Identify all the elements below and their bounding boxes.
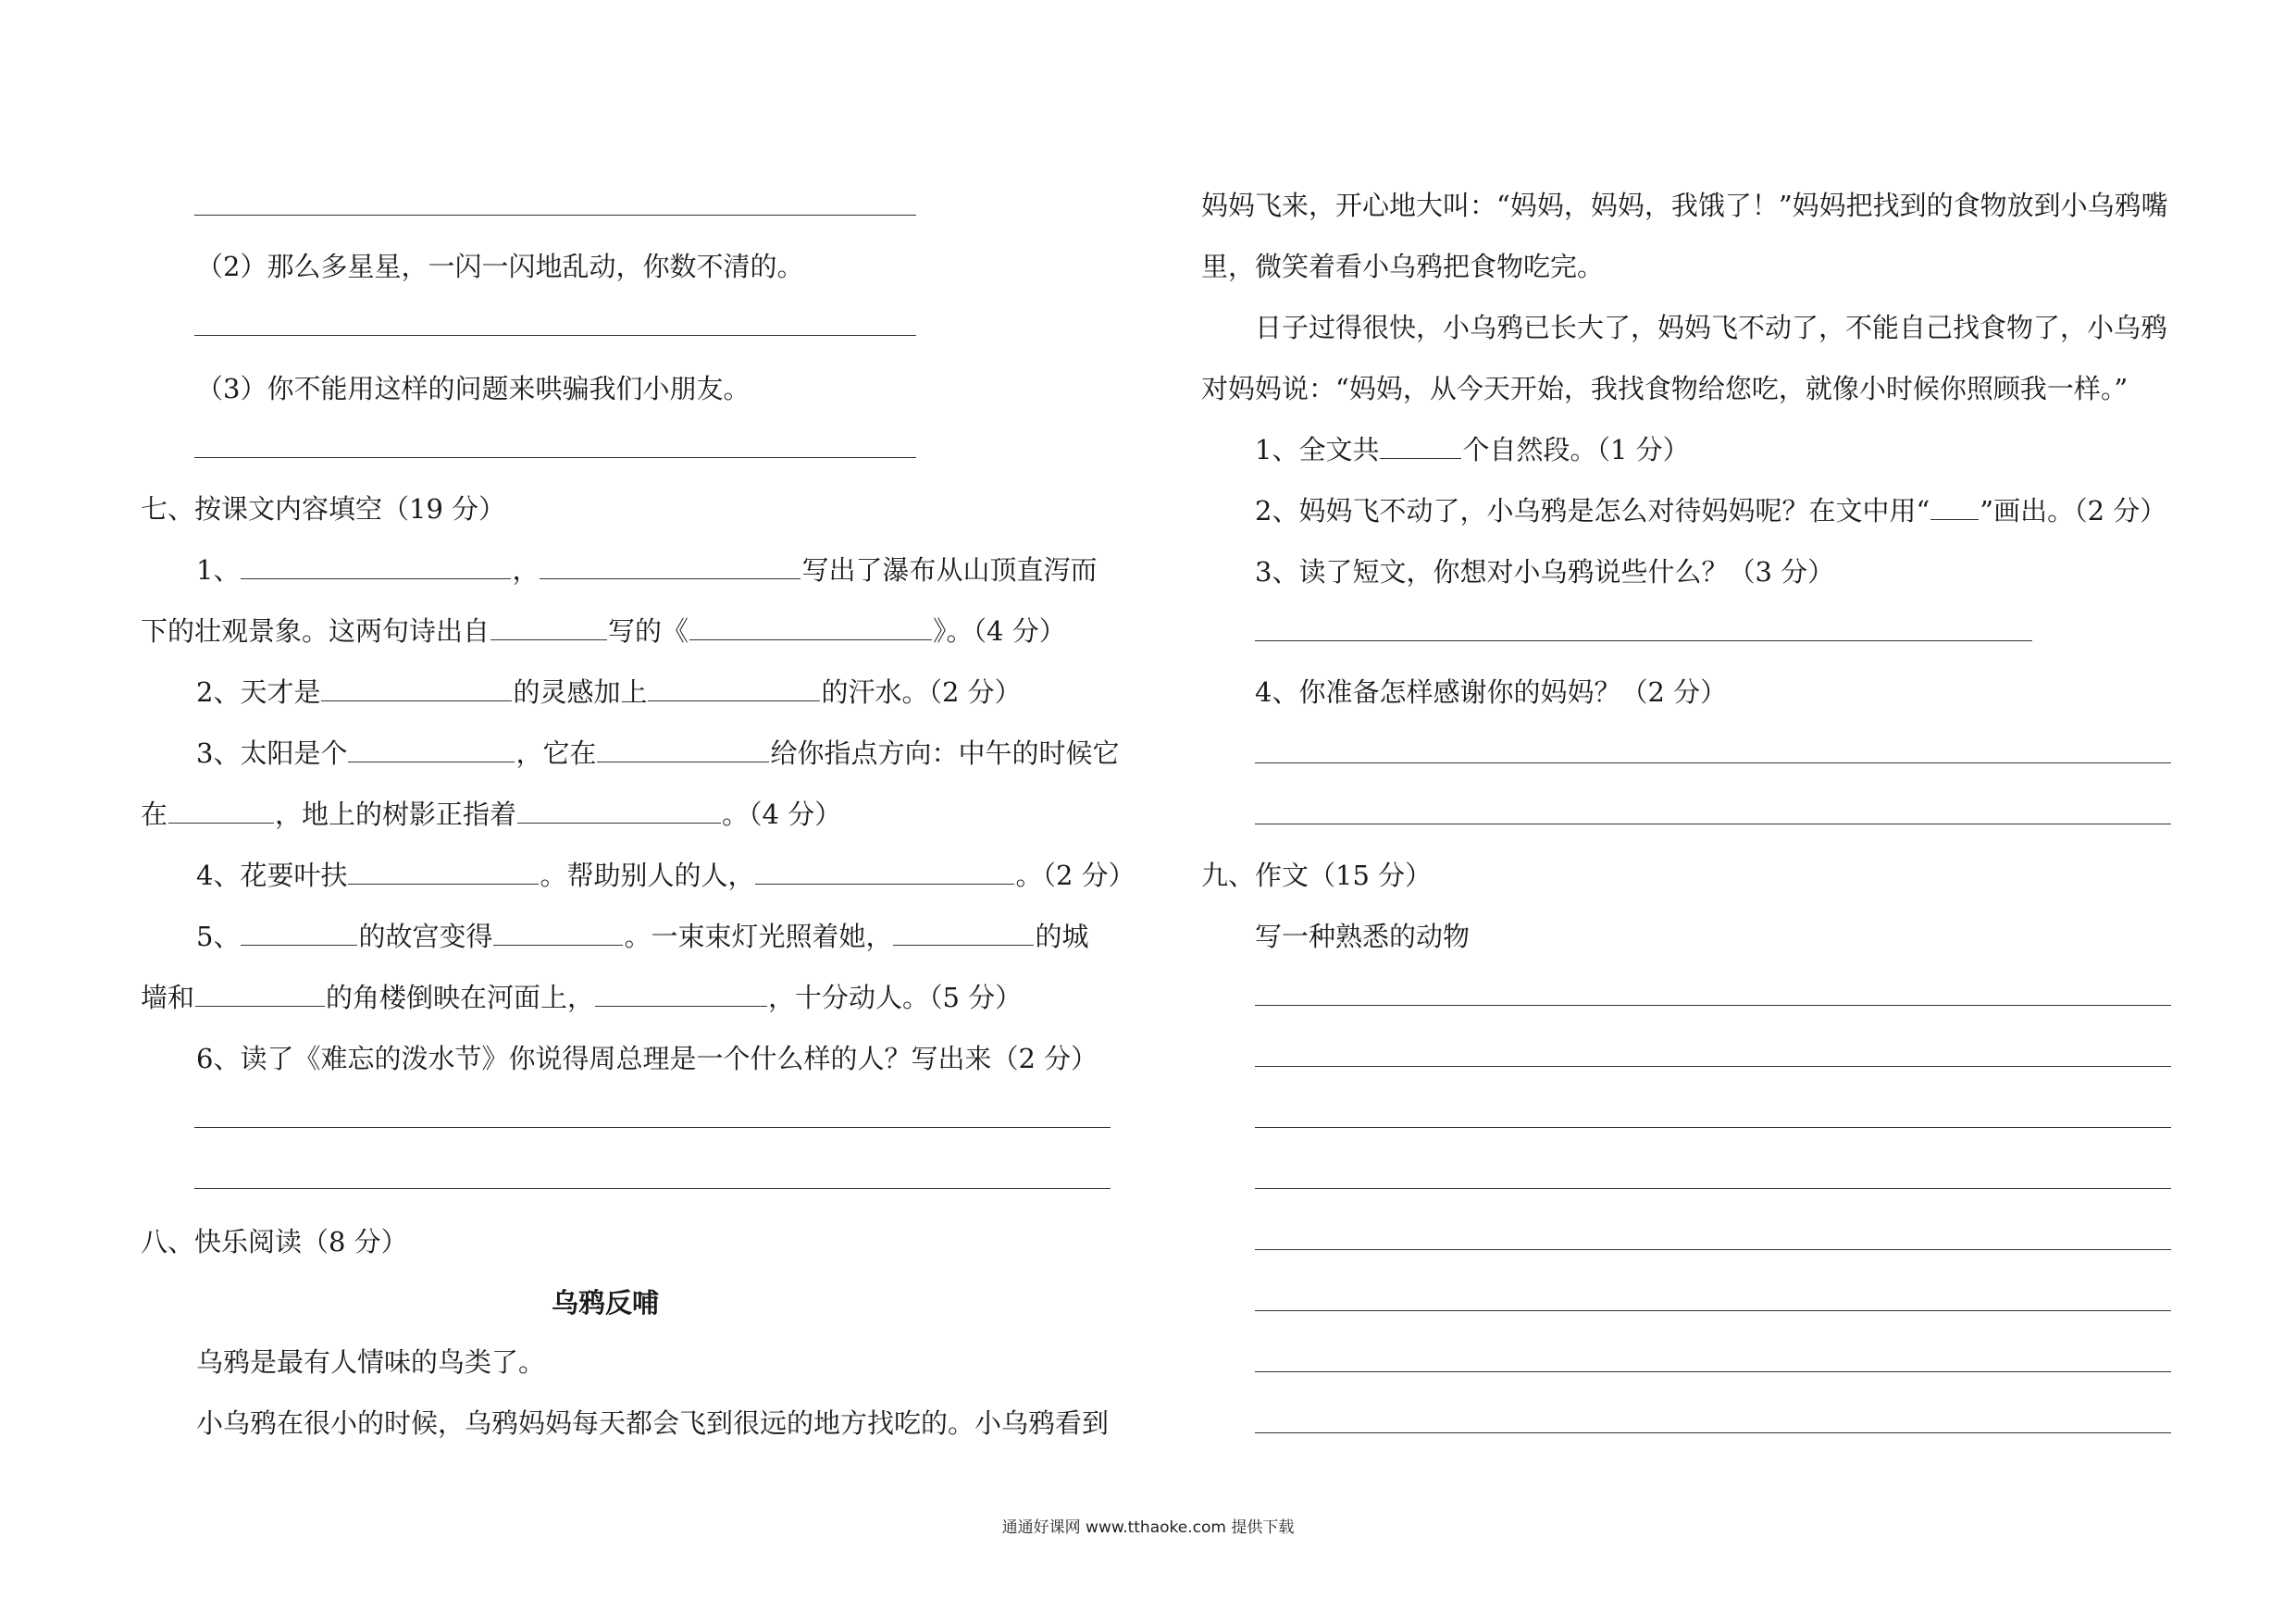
q7-4 xyxy=(196,857,1136,894)
q8-2 xyxy=(1255,492,2166,529)
text: 2、天才是 xyxy=(196,676,321,708)
blank xyxy=(755,861,1014,885)
blank xyxy=(648,678,820,701)
blank xyxy=(195,984,325,1007)
text: 写的《 xyxy=(608,615,689,647)
text: ”画出。（2 分） xyxy=(1980,495,2167,527)
blank xyxy=(595,984,767,1007)
story-paragraph-1: 乌鸦是最有人情味的鸟类了。 xyxy=(196,1346,546,1378)
story-paragraph-2-end: 里，微笑着看小乌鸦把食物吃完。 xyxy=(1201,251,1605,282)
text: 个自然段。（1 分） xyxy=(1462,434,1690,465)
story-paragraph-3: 日子过得很快，小乌鸦已长大了，妈妈飞不动了，不能自己找食物了，小乌鸦 xyxy=(1255,312,2168,343)
text: 》。（4 分） xyxy=(933,615,1066,647)
essay-line xyxy=(1255,1066,2171,1067)
text: 。帮助别人的人， xyxy=(540,860,755,891)
q7-1-line1 xyxy=(196,551,1097,588)
q7-2 xyxy=(196,674,1022,711)
section-9-title: 九、作文（15 分） xyxy=(1201,860,1433,891)
text: 的角楼倒映在河面上， xyxy=(326,982,595,1013)
blank xyxy=(893,923,1034,946)
q7-5-line2 xyxy=(141,979,1022,1016)
q8-4: 4、你准备怎样感谢你的妈妈？（2 分） xyxy=(1255,676,1728,708)
text: 给你指点方向：中午的时候它 xyxy=(770,737,1120,769)
story-paragraph-2-cont: 妈妈飞来，开心地大叫：“妈妈，妈妈，我饿了！”妈妈把找到的食物放到小乌鸦嘴 xyxy=(1201,190,2168,221)
text: 的城 xyxy=(1035,921,1089,952)
q7-3-line1 xyxy=(196,735,1119,772)
blank xyxy=(348,861,539,885)
text: 。（4 分） xyxy=(722,799,842,830)
text: 。（2 分） xyxy=(1015,860,1136,891)
essay-topic: 写一种熟悉的动物 xyxy=(1255,921,1471,952)
text: ，它在 xyxy=(515,737,597,769)
answer-line xyxy=(1255,640,2032,641)
q8-1 xyxy=(1255,431,1690,468)
answer-line xyxy=(194,215,916,216)
text: 。一束束灯光照着她， xyxy=(624,921,893,952)
essay-line xyxy=(1255,1005,2171,1006)
text: 1、全文共 xyxy=(1255,434,1380,465)
section-7-title: 七、按课文内容填空（19 分） xyxy=(141,493,506,525)
q8-3: 3、读了短文，你想对小乌鸦说些什么？（3 分） xyxy=(1255,556,1835,588)
blank xyxy=(1380,436,1461,459)
blank xyxy=(597,739,769,762)
answer-line xyxy=(194,457,916,458)
text: 下的壮观景象。这两句诗出自 xyxy=(141,615,490,647)
section-8-title: 八、快乐阅读（8 分） xyxy=(141,1226,408,1258)
story-title: 乌鸦反哺 xyxy=(552,1287,660,1319)
text: 的汗水。（2 分） xyxy=(821,676,1022,708)
answer-line xyxy=(194,1188,1111,1189)
text: 的故宫变得 xyxy=(358,921,493,952)
essay-line xyxy=(1255,1432,2171,1433)
question-6-2: （2）那么多星星，一闪一闪地乱动，你数不清的。 xyxy=(196,251,804,282)
text: 的灵感加上 xyxy=(513,676,648,708)
text: ，十分动人。（5 分） xyxy=(768,982,1023,1013)
blank xyxy=(321,678,512,701)
essay-line xyxy=(1255,1371,2171,1372)
text: 3、太阳是个 xyxy=(196,737,348,769)
text: 在 xyxy=(141,799,168,830)
answer-line xyxy=(1255,762,2171,763)
page-footer: 通通好课网 www.tthaoke.com 提供下载 xyxy=(1001,1518,1295,1537)
text: ， xyxy=(512,554,540,586)
blank xyxy=(241,556,511,579)
answer-line xyxy=(194,335,916,336)
story-paragraph-2: 小乌鸦在很小的时候，乌鸦妈妈每天都会飞到很远的地方找吃的。小乌鸦看到 xyxy=(196,1407,1110,1439)
answer-line xyxy=(194,1127,1111,1128)
blank xyxy=(1930,497,1979,520)
text: ，地上的树影正指着 xyxy=(275,799,517,830)
blank xyxy=(517,800,721,824)
question-6-3: （3）你不能用这样的问题来哄骗我们小朋友。 xyxy=(196,373,751,404)
q7-6: 6、读了《难忘的泼水节》你说得周总理是一个什么样的人？写出来（2 分） xyxy=(196,1043,1098,1074)
blank xyxy=(241,923,357,946)
essay-line xyxy=(1255,1249,2171,1250)
q7-5-line1 xyxy=(196,918,1089,955)
text: 5、 xyxy=(196,921,241,952)
blank xyxy=(540,556,800,579)
text: 1、 xyxy=(196,554,241,586)
q7-3-line2 xyxy=(141,796,841,833)
text: 写出了瀑布从山顶直泻而 xyxy=(801,554,1098,586)
text: 墙和 xyxy=(141,982,195,1013)
essay-line xyxy=(1255,1310,2171,1311)
text: 4、花要叶扶 xyxy=(196,860,348,891)
story-paragraph-3-cont: 对妈妈说：“妈妈，从今天开始，我找食物给您吃，就像小时候你照顾我一样。” xyxy=(1201,373,2128,404)
blank xyxy=(490,617,607,640)
blank xyxy=(689,617,932,640)
blank xyxy=(168,800,274,824)
q7-1-line2 xyxy=(141,613,1066,650)
essay-line xyxy=(1255,1127,2171,1128)
blank xyxy=(348,739,515,762)
blank xyxy=(493,923,623,946)
text: 2、妈妈飞不动了，小乌鸦是怎么对待妈妈呢？在文中用“ xyxy=(1255,495,1930,527)
essay-line xyxy=(1255,1188,2171,1189)
